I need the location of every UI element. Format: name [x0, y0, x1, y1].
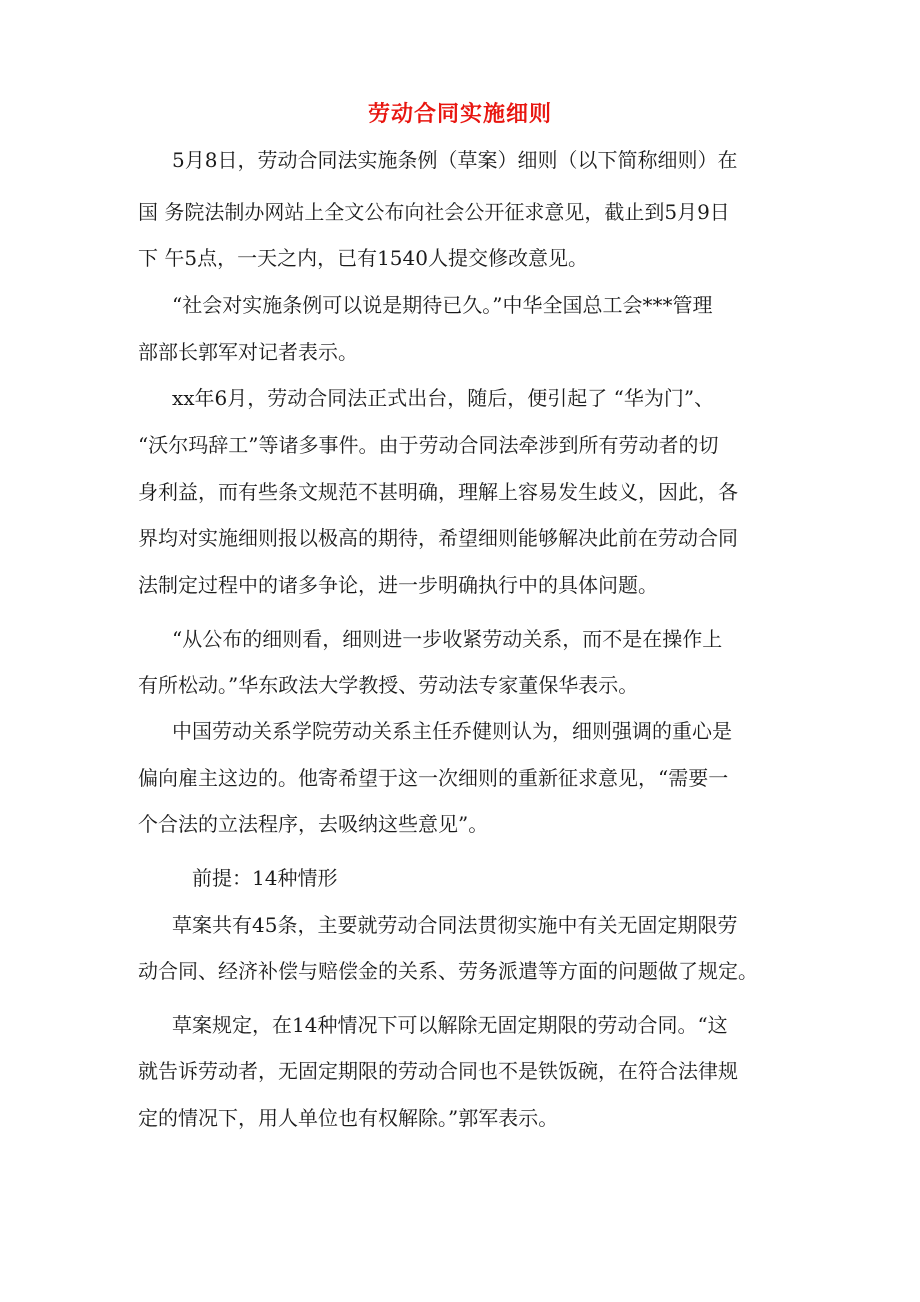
paragraph-line: “社会对实施条例可以说是期待已久。”中华全国总工会***管理: [172, 293, 713, 317]
paragraph-line: 界均对实施细则报以极高的期待，希望细则能够解决此前在劳动合同: [138, 526, 738, 550]
paragraph-line: 国 务院法制办网站上全文公布向社会公开征求意见，截止到5月9日: [138, 200, 730, 224]
paragraph-line: 偏向雇主这边的。他寄希望于这一次细则的重新征求意见，“需要一: [138, 766, 729, 790]
paragraph-line: 部部长郭军对记者表示。: [138, 340, 358, 364]
paragraph-line: 中国劳动关系学院劳动关系主任乔健则认为，细则强调的重心是: [172, 719, 732, 743]
paragraph-line: 动合同、经济补偿与赔偿金的关系、劳务派遣等方面的问题做了规定。: [138, 959, 758, 983]
paragraph-line: “沃尔玛辞工”等诸多事件。由于劳动合同法牵涉到所有劳动者的切: [138, 433, 719, 457]
paragraph-line: 身利益，而有些条文规范不甚明确，理解上容易发生歧义，因此，各: [138, 480, 738, 504]
paragraph-line: 个合法的立法程序，去吸纳这些意见”。: [138, 812, 489, 836]
section-heading: 前提：14种情形: [192, 866, 338, 890]
paragraph-line: 下 午5点，一天之内，已有1540人提交修改意见。: [138, 246, 588, 270]
paragraph-line: 定的情况下，用人单位也有权解除。”郭军表示。: [138, 1106, 559, 1130]
paragraph-line: 草案规定，在14种情况下可以解除无固定期限的劳动合同。“这: [172, 1013, 728, 1037]
paragraph-line: 草案共有45条，主要就劳动合同法贯彻实施中有关无固定期限劳: [172, 913, 738, 937]
paragraph-line: 就告诉劳动者，无固定期限的劳动合同也不是铁饭碗，在符合法律规: [138, 1059, 738, 1083]
paragraph-line: 法制定过程中的诸多争论，进一步明确执行中的具体问题。: [138, 573, 658, 597]
document-title: 劳动合同实施细则: [367, 101, 552, 127]
paragraph-line: 5月8日，劳动合同法实施条例（草案）细则（以下简称细则）在: [172, 148, 738, 172]
paragraph-line: “从公布的细则看，细则进一步收紧劳动关系，而不是在操作上: [172, 627, 723, 651]
paragraph-line: 有所松动。”华东政法大学教授、劳动法专家董保华表示。: [138, 673, 639, 697]
paragraph-line: xx年6月，劳动合同法正式出台，随后，便引起了 “华为门”、: [172, 386, 715, 410]
